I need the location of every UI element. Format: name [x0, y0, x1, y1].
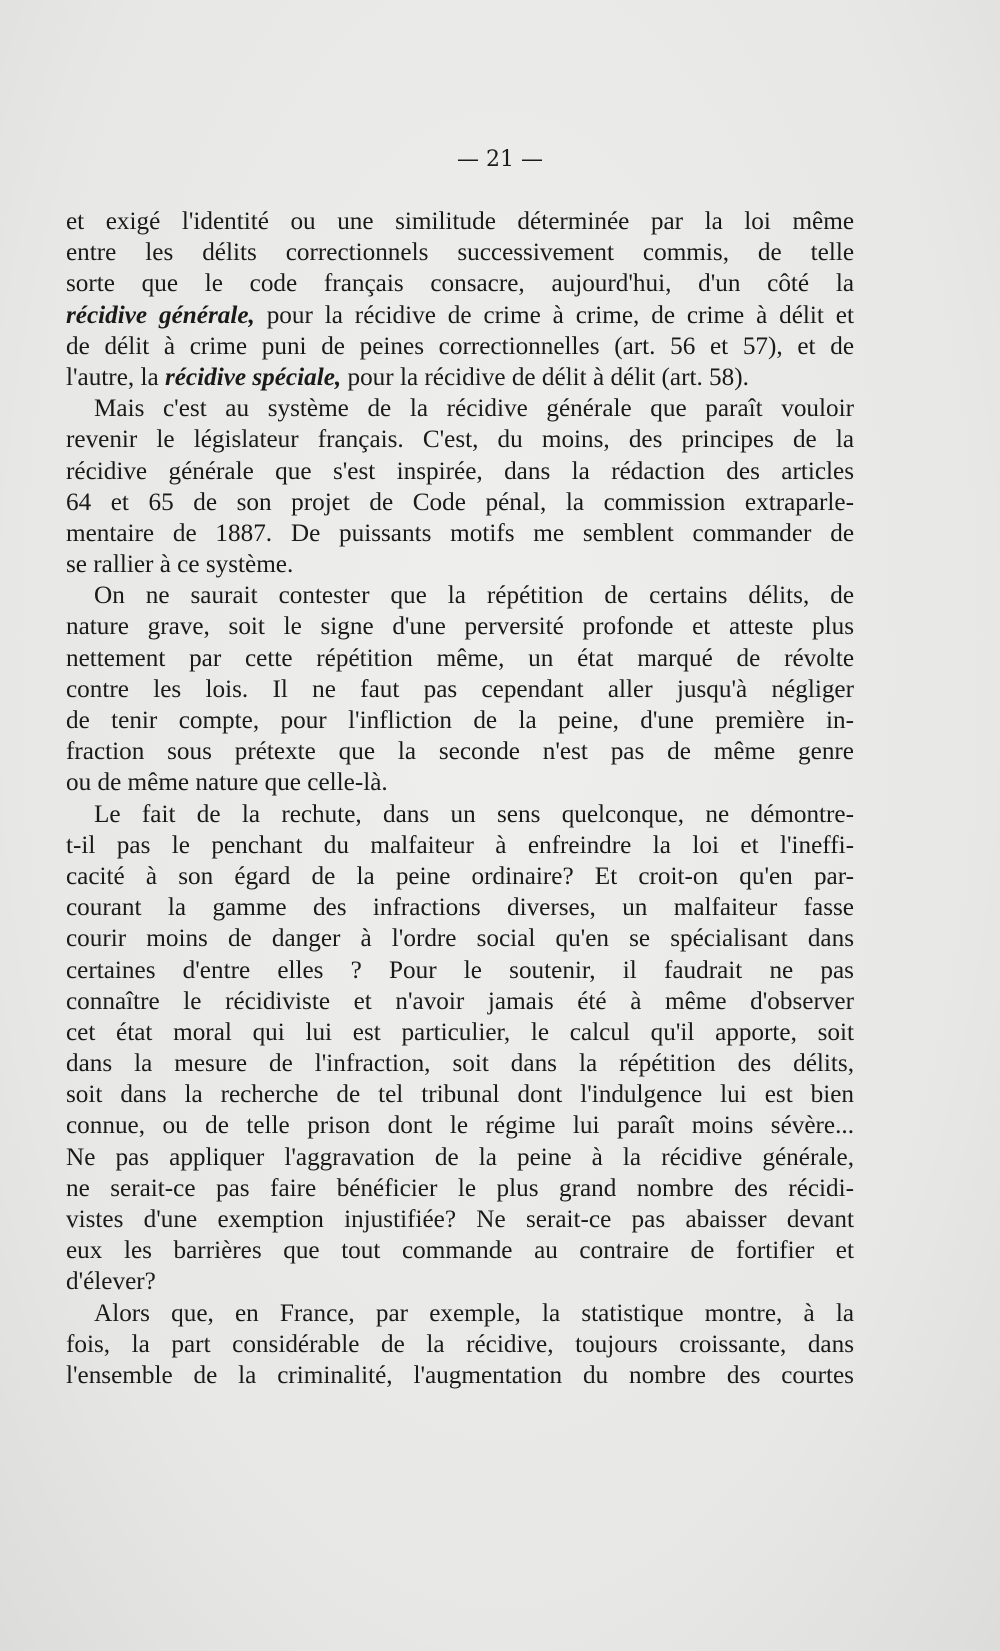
text-line-content: fraction sous prétexte que la seconde n'est pas de même genre [66, 738, 854, 766]
text-line-content: d'élever? [66, 1268, 156, 1296]
text-line [66, 861, 854, 892]
text-line [66, 611, 854, 642]
text-line [66, 923, 854, 954]
text-line [66, 736, 854, 767]
text-line [66, 799, 854, 830]
text-line-content: On ne saurait contester que la répétition de certains délits, de [94, 582, 854, 610]
text-line [66, 424, 854, 455]
text-line [66, 206, 854, 237]
text-line-content: courant la gamme des infractions diverses, un malfaiteur fasse [66, 894, 854, 922]
body-text [66, 206, 854, 1391]
text-line [66, 1110, 854, 1141]
text-line [66, 362, 854, 393]
text-line [66, 300, 854, 331]
text-line-content: et exigé l'identité ou une similitude déterminée par la loi même [66, 208, 854, 235]
text-line-content: entre les délits correctionnels successivement commis, de telle [66, 239, 854, 267]
text-line-content: sorte que le code français consacre, aujourd'hui, d'un côté la [66, 270, 854, 298]
text-line [66, 268, 854, 299]
text-line [66, 986, 854, 1017]
text-line [66, 549, 854, 580]
text-line-content: pour la récidive de délit à délit (art. 58). [341, 363, 749, 391]
text-line [66, 456, 854, 487]
text-line [66, 1079, 854, 1110]
text-line-content: Mais c'est au système de la récidive générale que paraît vouloir [94, 395, 854, 423]
text-line [66, 1142, 854, 1173]
text-line-content: courir moins de danger à l'ordre social qu'en se spécialisant dans [66, 925, 854, 953]
text-line-content: nettement par cette répétition même, un état marqué de révolte [66, 644, 854, 672]
text-line-content: récidive générale que s'est inspirée, dans la rédaction des articles [66, 457, 854, 485]
text-line-content: revenir le législateur français. C'est, du moins, des principes de la [66, 426, 854, 454]
text-line-content: fois, la part considérable de la récidive, toujours croissante, dans [66, 1330, 854, 1358]
text-line [66, 892, 854, 923]
italic-term: récidive générale, [66, 301, 255, 329]
text-line [66, 955, 854, 986]
text-line-content: ou de même nature que celle-là. [66, 769, 388, 797]
text-line-content: pour la récidive de crime à crime, de crime à délit et [254, 301, 854, 329]
text-line [66, 1298, 854, 1329]
text-line-content: certaines d'entre elles ? Pour le soutenir, il faudrait ne pas [66, 956, 854, 984]
text-line [66, 705, 854, 736]
text-line [66, 237, 854, 268]
text-line-content: Ne pas appliquer l'aggravation de la peine à la récidive générale, [66, 1143, 854, 1171]
text-line-content: de délit à crime puni de peines correctionnelles (art. 56 et 57), et de [66, 332, 854, 360]
text-line [66, 767, 854, 798]
text-line-content: t-il pas le penchant du malfaiteur à enfreindre la loi et l'ineffi- [66, 831, 854, 859]
text-line [66, 580, 854, 611]
text-line-content: dans la mesure de l'infraction, soit dans la répétition des délits, [66, 1050, 854, 1078]
text-line [66, 1266, 854, 1297]
text-line-content: connue, ou de telle prison dont le régime lui paraît moins sévère... [66, 1112, 854, 1140]
text-line-content: soit dans la recherche de tel tribunal dont l'indulgence lui est bien [66, 1081, 854, 1109]
text-line [66, 1329, 854, 1360]
italic-term: récidive spéciale, [164, 363, 342, 391]
text-line-content: ne serait-ce pas faire bénéficier le plus grand nombre des récidi- [66, 1174, 854, 1202]
text-line-content: Alors que, en France, par exemple, la statistique montre, à la [94, 1299, 854, 1327]
text-line [66, 1048, 854, 1079]
text-line [66, 1173, 854, 1204]
text-line [66, 1204, 854, 1235]
text-line-content: 64 et 65 de son projet de Code pénal, la commission extraparle- [66, 488, 854, 516]
text-line-content: mentaire de 1887. De puissants motifs me semblent commander de [66, 519, 854, 547]
text-line [66, 830, 854, 861]
text-line [66, 1360, 854, 1391]
text-line-content: l'ensemble de la criminalité, l'augmentation du nombre des courtes [66, 1361, 854, 1389]
text-line [66, 1017, 854, 1048]
text-line-prefix: l'autre, la [66, 363, 165, 391]
text-line [66, 674, 854, 705]
text-line [66, 393, 854, 424]
text-line [66, 643, 854, 674]
text-line-content: connaître le récidiviste et n'avoir jamais été à même d'observer [66, 987, 854, 1015]
text-line-content: Le fait de la rechute, dans un sens quelconque, ne démontre- [94, 800, 854, 828]
text-line-content: eux les barrières que tout commande au contraire de fortifier et [66, 1237, 854, 1265]
text-line-content: cacité à son égard de la peine ordinaire? Et croit-on qu'en par- [66, 862, 854, 890]
page-number: — 21 — [457, 147, 543, 172]
text-line [66, 487, 854, 518]
text-line [66, 1235, 854, 1266]
text-line-content: contre les lois. Il ne faut pas cependant aller jusqu'à négliger [66, 675, 854, 703]
text-line-content: se rallier à ce système. [66, 551, 294, 579]
text-line [66, 518, 854, 549]
text-line [66, 331, 854, 362]
text-line-content: vistes d'une exemption injustifiée? Ne serait-ce pas abaisser devant [66, 1206, 854, 1233]
text-line-content: nature grave, soit le signe d'une perversité profonde et atteste plus [66, 613, 854, 641]
text-line-content: cet état moral qui lui est particulier, le calcul qu'il apporte, soit [66, 1018, 854, 1046]
text-line-content: de tenir compte, pour l'infliction de la peine, d'une première in- [66, 707, 854, 734]
